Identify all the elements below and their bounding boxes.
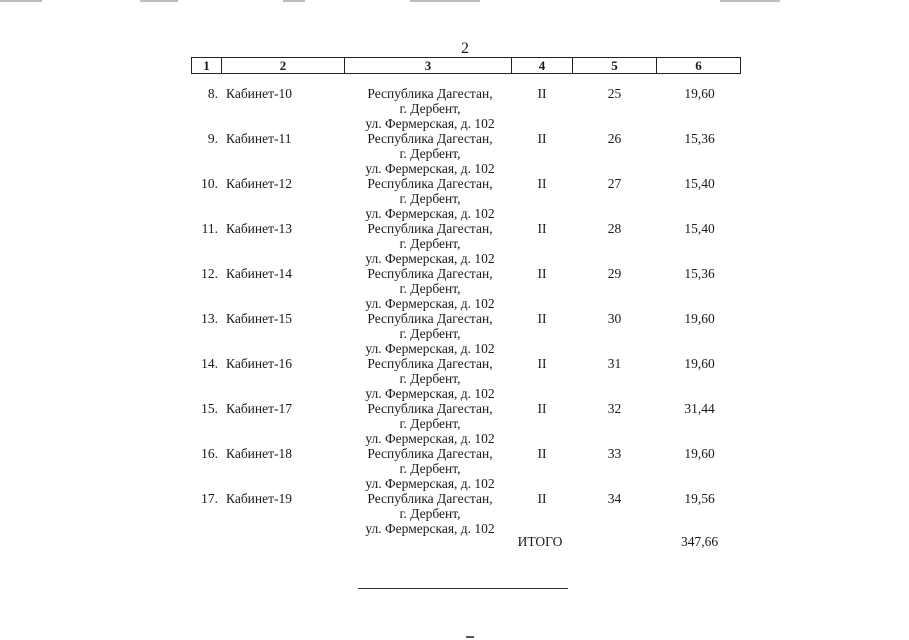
room-name: Кабинет-16 <box>226 356 293 371</box>
row-number: 11. <box>201 221 218 236</box>
table-row <box>0 176 909 221</box>
room-name: Кабинет-19 <box>226 491 293 506</box>
address-line: ул. Фермерская, д. 102 <box>365 251 495 266</box>
area: 15,36 <box>684 266 715 281</box>
room-name: Кабинет-10 <box>226 86 293 101</box>
row-number: 9. <box>207 131 218 146</box>
address <box>350 86 510 131</box>
category: II <box>537 176 547 191</box>
room-name: Кабинет-18 <box>226 446 293 461</box>
column-header: 5 <box>573 58 657 73</box>
scan-edge-line <box>140 0 178 2</box>
address-line: ул. Фермерская, д. 102 <box>365 431 495 446</box>
area: 15,36 <box>684 131 715 146</box>
area: 15,40 <box>684 176 715 191</box>
address-line: ул. Фермерская, д. 102 <box>365 161 495 176</box>
row-number: 17. <box>201 491 218 506</box>
room-number: 30 <box>607 311 622 326</box>
area: 19,56 <box>684 491 715 506</box>
row-number: 12. <box>201 266 218 281</box>
row-number: 13. <box>201 311 218 326</box>
column-header: 3 <box>345 58 512 73</box>
address <box>350 491 510 536</box>
address-line: Республика Дагестан, <box>367 86 493 101</box>
scan-edge-line <box>283 0 305 2</box>
area: 19,60 <box>684 446 715 461</box>
room-number: 27 <box>607 176 622 191</box>
row-number: 14. <box>201 356 218 371</box>
total-label: ИТОГО <box>517 534 563 549</box>
address-line: ул. Фермерская, д. 102 <box>365 296 495 311</box>
category: II <box>537 446 547 461</box>
address-line: г. Дербент, <box>399 371 461 386</box>
category: II <box>537 311 547 326</box>
column-header: 1 <box>191 58 222 73</box>
area: 15,40 <box>684 221 715 236</box>
room-number: 29 <box>607 266 622 281</box>
address-line: г. Дербент, <box>399 416 461 431</box>
address <box>350 131 510 176</box>
address-line: г. Дербент, <box>399 506 461 521</box>
room-name: Кабинет-11 <box>226 131 292 146</box>
row-number: 10. <box>201 176 218 191</box>
column-header: 4 <box>512 58 573 73</box>
row-number: 16. <box>201 446 218 461</box>
table-row <box>0 86 909 131</box>
address-line: Республика Дагестан, <box>367 356 493 371</box>
address-line: г. Дербент, <box>399 461 461 476</box>
address-line: г. Дербент, <box>399 236 461 251</box>
address <box>350 401 510 446</box>
table-header <box>191 57 741 74</box>
table-row <box>0 356 909 401</box>
address-line: ул. Фермерская, д. 102 <box>365 386 495 401</box>
room-name: Кабинет-17 <box>226 401 293 416</box>
page-number: 2 <box>461 40 469 57</box>
category: II <box>537 131 547 146</box>
scan-edge-line <box>720 0 780 2</box>
room-number: 26 <box>607 131 622 146</box>
total-value: 347,66 <box>680 534 719 549</box>
table-row <box>0 131 909 176</box>
address-line: г. Дербент, <box>399 101 461 116</box>
room-number: 25 <box>607 86 622 101</box>
scan-edge-line <box>0 0 42 2</box>
address-line: Республика Дагестан, <box>367 176 493 191</box>
address <box>350 356 510 401</box>
category: II <box>537 401 547 416</box>
address-line: ул. Фермерская, д. 102 <box>365 206 495 221</box>
end-divider <box>358 588 568 589</box>
category: II <box>537 356 547 371</box>
address-line: Республика Дагестан, <box>367 131 493 146</box>
address-line: ул. Фермерская, д. 102 <box>365 341 495 356</box>
area: 19,60 <box>684 356 715 371</box>
table-row <box>0 491 909 536</box>
room-name: Кабинет-12 <box>226 176 293 191</box>
area: 19,60 <box>684 86 715 101</box>
address-line: г. Дербент, <box>399 191 461 206</box>
table-row <box>0 401 909 446</box>
category: II <box>537 221 547 236</box>
area: 19,60 <box>684 311 715 326</box>
address-line: Республика Дагестан, <box>367 311 493 326</box>
room-name: Кабинет-13 <box>226 221 293 236</box>
address-line: Республика Дагестан, <box>367 401 493 416</box>
room-name: Кабинет-15 <box>226 311 293 326</box>
table-row <box>0 311 909 356</box>
room-number: 32 <box>607 401 622 416</box>
address <box>350 266 510 311</box>
column-header: 2 <box>222 58 345 73</box>
address-line: ул. Фермерская, д. 102 <box>365 521 495 536</box>
address-line: г. Дербент, <box>399 326 461 341</box>
room-name: Кабинет-14 <box>226 266 293 281</box>
address-line: г. Дербент, <box>399 146 461 161</box>
room-number: 34 <box>607 491 622 506</box>
area: 31,44 <box>684 401 715 416</box>
address <box>350 221 510 266</box>
category: II <box>537 491 547 506</box>
address-line: Республика Дагестан, <box>367 491 493 506</box>
row-number: 8. <box>207 86 218 101</box>
address <box>350 446 510 491</box>
address-line: Республика Дагестан, <box>367 221 493 236</box>
room-number: 33 <box>607 446 622 461</box>
table-row <box>0 446 909 491</box>
address <box>350 176 510 221</box>
address-line: г. Дербент, <box>399 281 461 296</box>
address-line: ул. Фермерская, д. 102 <box>365 116 495 131</box>
address-line: ул. Фермерская, д. 102 <box>365 476 495 491</box>
category: II <box>537 266 547 281</box>
address-line: Республика Дагестан, <box>367 446 493 461</box>
address-line: Республика Дагестан, <box>367 266 493 281</box>
scan-edge-mark <box>466 636 474 638</box>
table-row <box>0 221 909 266</box>
column-header: 6 <box>657 58 741 73</box>
scan-edge-line <box>410 0 480 2</box>
room-number: 28 <box>607 221 622 236</box>
category: II <box>537 86 547 101</box>
table-row <box>0 266 909 311</box>
address <box>350 311 510 356</box>
row-number: 15. <box>201 401 218 416</box>
room-number: 31 <box>607 356 622 371</box>
